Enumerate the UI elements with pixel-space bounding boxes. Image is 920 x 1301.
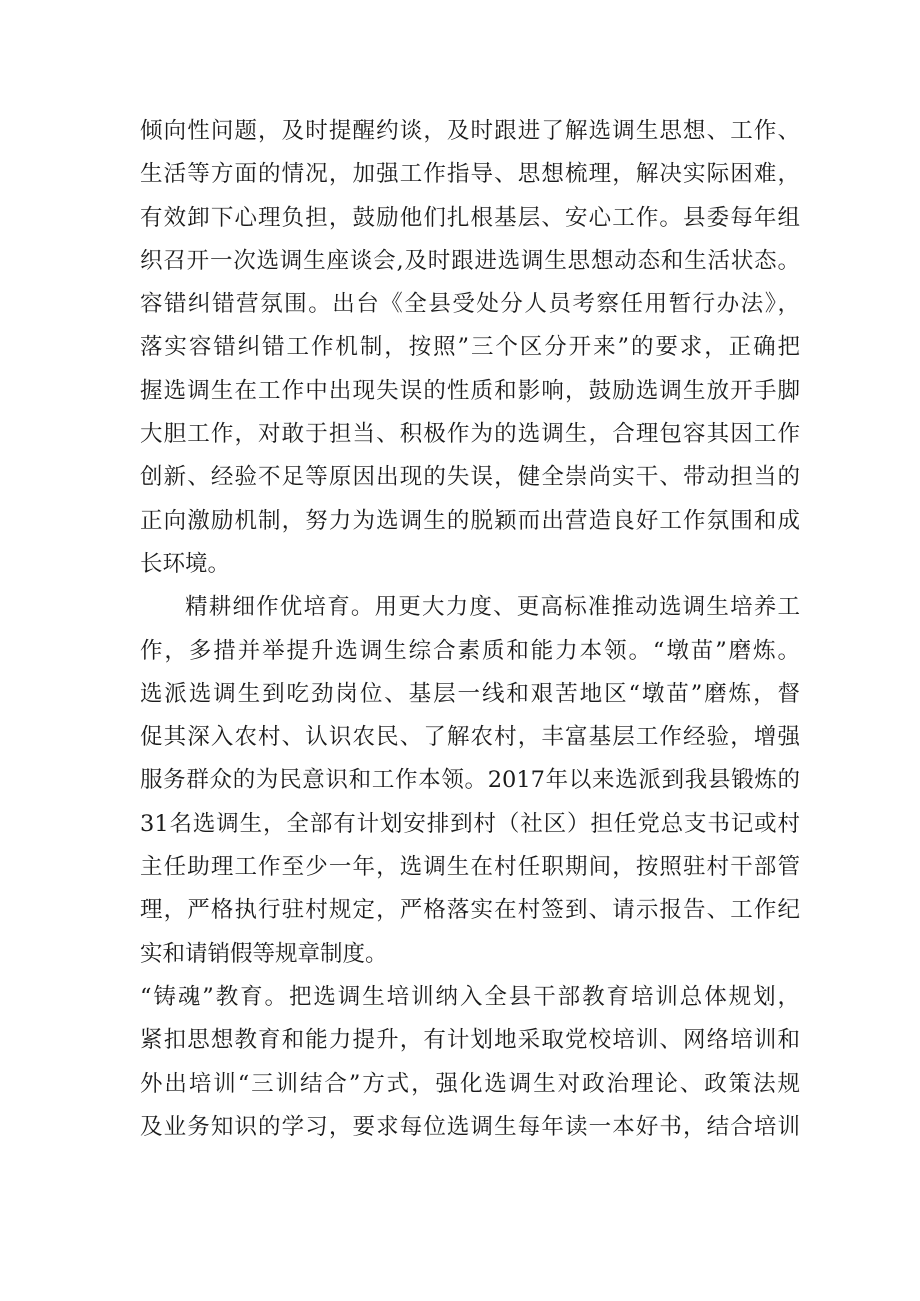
text-line: 精耕细作优培育。用更大力度、更高标准推动选调生培养工 [185,594,800,621]
text-line: 理，严格执行驻村规定，严格落实在村签到、请示报告、工作纪 [140,897,800,924]
text-line: 倾向性问题，及时提醒约谈，及时跟进了解选调生思想、工作、 [140,118,800,144]
text-line: 作，多措并举提升选调生综合素质和能力本领。“墩苗”磨炼。 [140,637,800,664]
text-line: 促其深入农村、认识农民、了解农村，丰富基层工作经验，增强 [140,724,800,751]
text-line: 正向激励机制，努力为选调生的脱颖而出营造良好工作氛围和成 [140,507,800,534]
text-line: 及业务知识的学习，要求每位选调生每年读一本好书，结合培训 [140,1113,800,1140]
text-line: 紧扣思想教育和能力提升，有计划地采取党校培训、网络培训和 [140,1027,800,1054]
text-line: 有效卸下心理负担，鼓励他们扎根基层、安心工作。县委每年组 [140,204,800,231]
text-line: 握选调生在工作中出现失误的性质和影响，鼓励选调生放开手脚 [140,377,800,404]
body-text [140,110,800,1149]
text-line: 生活等方面的情况，加强工作指导、思想梳理，解决实际困难， [140,161,800,188]
text-line: 选派选调生到吃劲岗位、基层一线和艰苦地区“墩苗”磨炼，督 [140,680,800,707]
text-line: 服务群众的为民意识和工作本领。2017年以来选派到我县锻炼的 [140,767,800,794]
text-line: 实和请销假等规章制度。 [140,940,388,967]
text-line: 31名选调生，全部有计划安排到村（社区）担任党总支书记或村 [140,810,800,837]
text-line: 容错纠错营氛围。出台《全县受处分人员考察任用暂行办法》， [140,291,800,318]
text-line: 织召开一次选调生座谈会,及时跟进选调生思想动态和生活状态。 [140,247,800,274]
text-line: 落实容错纠错工作机制，按照”三个区分开来”的要求，正确把 [140,334,800,361]
text-line: 创新、经验不足等原因出现的失误，健全崇尚实干、带动担当的 [140,464,800,491]
text-line: 大胆工作，对敢于担当、积极作为的选调生，合理包容其因工作 [140,421,800,448]
text-line: 主任助理工作至少一年，选调生在村任职期间，按照驻村干部管 [140,854,800,881]
text-line: “铸魂”教育。把选调生培训纳入全县干部教育培训总体规划， [140,983,800,1010]
text-line: 外出培训“三训结合”方式，强化选调生对政治理论、政策法规 [140,1070,800,1097]
text-line: 长环境。 [140,550,231,577]
